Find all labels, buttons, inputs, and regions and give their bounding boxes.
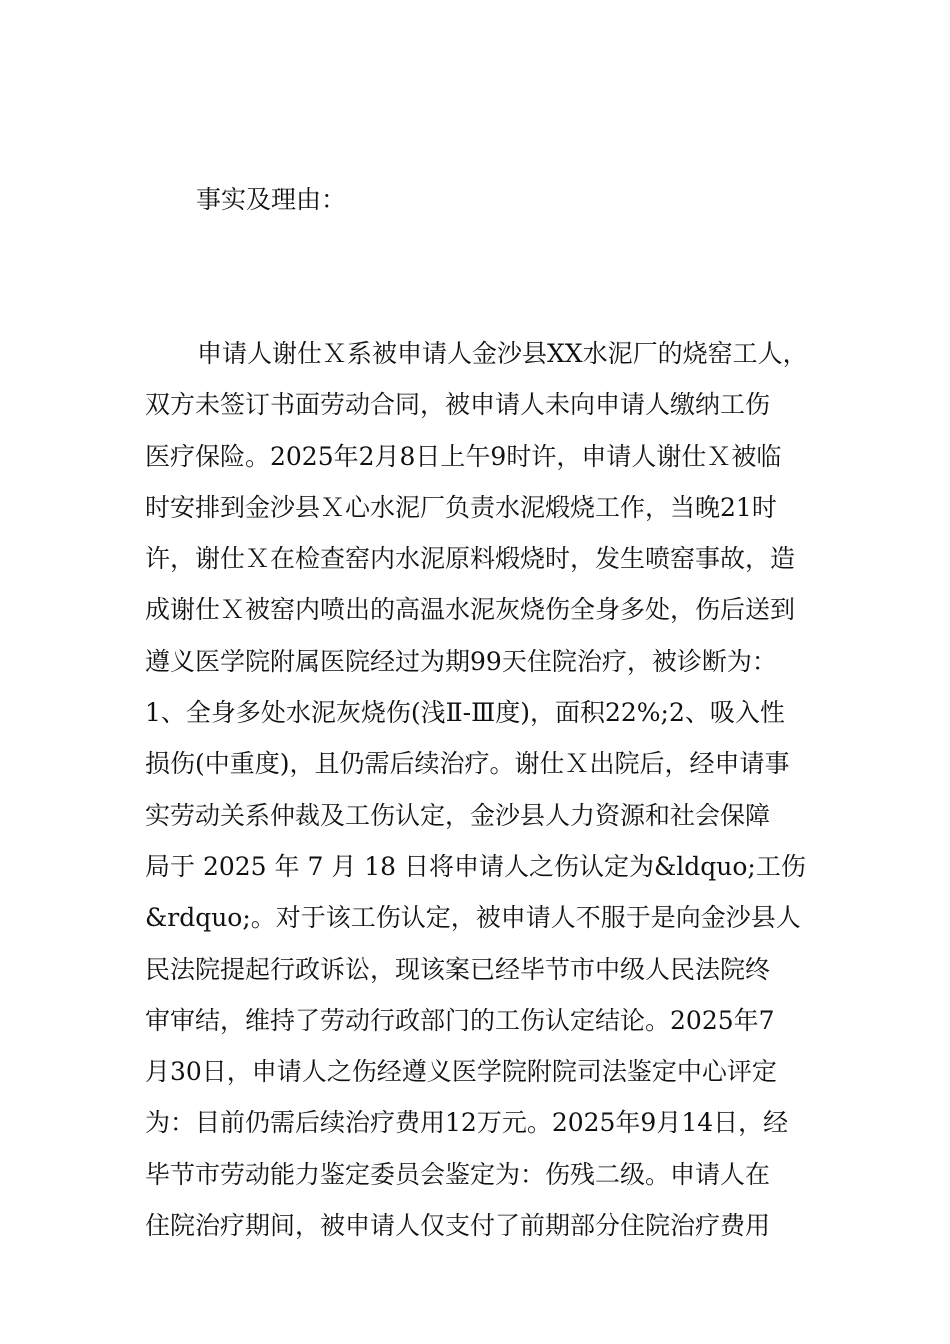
paragraph-line: 医疗保险。2025年2月8日上午9时许，申请人谢仕Ｘ被临 [145,441,782,471]
paragraph-line: 双方未签订书面劳动合同，被申请人未向申请人缴纳工伤 [145,390,771,420]
paragraph-line: 为：目前仍需后续治疗费用12万元。2025年9月14日，经 [145,1108,789,1138]
paragraph-line: 许，谢仕Ｘ在检查窑内水泥原料煅烧时，发生喷窑事故，造 [145,544,796,574]
paragraph-line: 民法院提起行政诉讼，现该案已经毕节市中级人民法院终 [145,954,771,984]
paragraph-line: 成谢仕Ｘ被窑内喷出的高温水泥灰烧伤全身多处，伤后送到 [145,595,796,625]
paragraph-line: 毕节市劳动能力鉴定委员会鉴定为：伤残二级。申请人在 [145,1159,771,1189]
paragraph-line: 审审结，维持了劳动行政部门的工伤认定结论。2025年7 [145,1005,775,1035]
paragraph-line: 局于 2025 年 7 月 18 日将申请人之伤认定为&ldquo;工伤 [145,851,806,881]
paragraph-line: 住院治疗期间，被申请人仅支付了前期部分住院治疗费用 [145,1211,771,1241]
paragraph-line: 月30日，申请人之伤经遵义医学院附院司法鉴定中心评定 [145,1057,777,1087]
paragraph-line: 遵义医学院附属医院经过为期99天住院治疗，被诊断为： [145,646,777,676]
paragraph-line: 1、全身多处水泥灰烧伤(浅Ⅱ-Ⅲ度)，面积22%;2、吸入性 [145,698,785,728]
paragraph-line: &rdquo;。对于该工伤认定，被申请人不服于是向金沙县人 [145,903,801,933]
body-paragraph [145,328,815,1251]
section-heading: 事实及理由： [196,185,347,214]
paragraph-line: 实劳动关系仲裁及工伤认定，金沙县人力资源和社会保障 [145,800,771,830]
paragraph-line: 申请人谢仕Ｘ系被申请人金沙县XX水泥厂的烧窑工人， [197,339,808,368]
paragraph-line: 时安排到金沙县Ｘ心水泥厂负责水泥煅烧工作，当晚21时 [145,492,777,522]
paragraph-line: 损伤(中重度)，且仍需后续治疗。谢仕Ｘ出院后，经申请事 [145,749,790,779]
